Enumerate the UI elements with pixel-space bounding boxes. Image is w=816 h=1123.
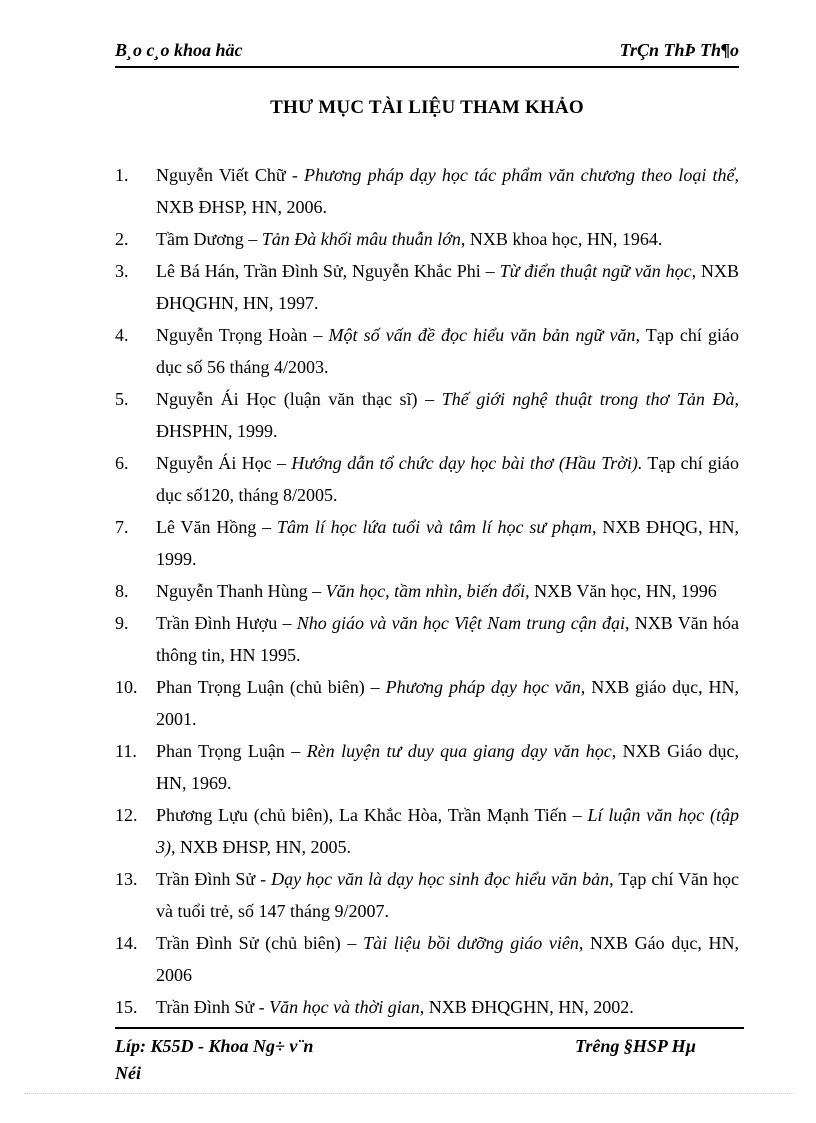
reference-title: Thế giới nghệ thuật trong thơ Tản Đà (441, 389, 735, 409)
footer-left (115, 1033, 313, 1087)
reference-details: Tạp chí giáo dục số120, tháng 8/2005. (156, 453, 739, 505)
reference-item (115, 447, 739, 511)
reference-number: 7. (115, 517, 129, 537)
reference-details: , NXB khoa học, HN, 1964. (460, 229, 663, 249)
reference-title: Một số vấn đề đọc hiểu văn bản ngữ văn (328, 325, 636, 345)
reference-details: , NXB ĐHQGHN, HN, 1997. (156, 261, 739, 313)
reference-details: , NXB ĐHQGHN, HN, 2002. (419, 997, 634, 1017)
reference-number: 2. (115, 229, 129, 249)
reference-title: Phương pháp dạy học tác phẩm văn chương theo loại thể, (304, 165, 739, 185)
header-right-text: TrÇn ThÞ Th¶o (619, 40, 739, 60)
reference-details: NXB ĐHSP, HN, 2005. (175, 837, 352, 857)
reference-authors: Trần Đình Sử (chủ biên) – (156, 933, 364, 953)
reference-number: 4. (115, 325, 129, 345)
reference-item (115, 735, 739, 799)
reference-number: 1. (115, 165, 129, 185)
header-left-text: B¸o c¸o khoa häc (115, 40, 243, 60)
reference-authors: Lê Văn Hồng – (156, 517, 277, 537)
reference-item (115, 927, 739, 991)
reference-title: Rèn luyện tư duy qua giang dạy văn học (306, 741, 612, 761)
reference-details: , NXB Văn học, HN, 1996 (525, 581, 717, 601)
reference-details: , NXB giáo dục, HN, 2001. (156, 677, 740, 729)
reference-item (115, 255, 739, 319)
reference-item (115, 607, 739, 671)
reference-details: , Tạp chí giáo dục số 56 tháng 4/2003. (156, 325, 739, 377)
reference-title: Phương pháp dạy học văn (385, 677, 581, 697)
reference-authors: Nguyễn Thanh Hùng – (156, 581, 326, 601)
reference-authors: Phan Trọng Luận – (156, 741, 307, 761)
footer-divider (115, 1027, 744, 1029)
reference-number: 12. (115, 805, 138, 825)
reference-title: Dạy học văn là dạy học sinh đọc hiểu văn bản (271, 869, 610, 889)
reference-item (115, 575, 739, 607)
reference-number: 15. (115, 997, 138, 1017)
reference-details: , Tạp chí Văn học và tuổi trẻ, số 147 tháng 9/2007. (156, 869, 740, 921)
reference-item (115, 991, 739, 1023)
reference-authors: Trần Đình Hượu – (156, 613, 297, 633)
reference-details: NXB ĐHSP, HN, 2006. (156, 197, 328, 217)
reference-authors: Trần Đình Sử - (156, 997, 270, 1017)
page-bottom-edge (24, 1093, 794, 1094)
reference-details: , NXB Văn hóa thông tin, HN 1995. (156, 613, 739, 665)
reference-authors: Nguyễn Ái Học – (156, 453, 292, 473)
page-title: THƯ MỤC TÀI LIỆU THAM KHẢO (270, 97, 584, 118)
reference-title: Hướng dẫn tổ chức dạy học bài thơ (Hầu Trời). (291, 453, 643, 473)
reference-number: 14. (115, 933, 138, 953)
reference-details: , NXB Gáo dục, HN, 2006 (156, 933, 739, 985)
reference-title: Văn học và thời gian (269, 997, 420, 1017)
reference-item (115, 159, 739, 223)
reference-details: , ĐHSPHN, 1999. (156, 389, 739, 441)
reference-number: 5. (115, 389, 129, 409)
reference-number: 11. (115, 741, 137, 761)
reference-title: Từ điển thuật ngữ văn học (499, 261, 692, 281)
reference-title: Tâm lí học lứa tuổi và tâm lí học sư phạm (277, 517, 592, 537)
reference-title: Nho giáo và văn học Việt Nam trung cận đại (296, 613, 625, 633)
reference-item (115, 511, 739, 575)
reference-authors: Phan Trọng Luận (chủ biên) – (156, 677, 386, 697)
reference-authors: Trần Đình Sử - (156, 869, 272, 889)
reference-item (115, 863, 739, 927)
reference-details: , NXB ĐHQG, HN, 1999. (156, 517, 740, 569)
footer-city-line: Néi (115, 1063, 141, 1083)
reference-details: , NXB Giáo dục, HN, 1969. (156, 741, 739, 793)
reference-number: 13. (115, 869, 138, 889)
reference-item (115, 383, 739, 447)
reference-title: Lí luận văn học (tập 3), (156, 805, 739, 857)
reference-title: Tản Đà khối mâu thuẫn lớn (261, 229, 461, 249)
reference-item (115, 319, 739, 383)
reference-title: Tài liệu bồi dưỡng giáo viên (363, 933, 579, 953)
reference-number: 3. (115, 261, 129, 281)
footer-class-line: Líp: K55D - Khoa Ng÷ v¨n (115, 1036, 314, 1056)
reference-item (115, 799, 739, 863)
reference-number: 10. (115, 677, 138, 697)
reference-number: 9. (115, 613, 129, 633)
reference-item (115, 671, 739, 735)
reference-list (115, 159, 739, 1023)
reference-number: 8. (115, 581, 129, 601)
reference-title: Văn học, tầm nhìn, biến đổi (325, 581, 526, 601)
reference-authors: Nguyễn Ái Học (luận văn thạc sĩ) – (156, 389, 442, 409)
footer-school: Trêng §HSP Hµ (575, 1036, 697, 1056)
reference-item (115, 223, 739, 255)
reference-authors: Tầm Dương – (156, 229, 262, 249)
reference-authors: Lê Bá Hán, Trần Đình Sử, Nguyễn Khắc Phi – (156, 261, 500, 281)
reference-authors: Nguyễn Viết Chữ - (156, 165, 305, 185)
reference-authors: Nguyễn Trọng Hoàn – (156, 325, 329, 345)
reference-number: 6. (115, 453, 129, 473)
page-header (115, 38, 739, 68)
reference-authors: Phương Lựu (chủ biên), La Khắc Hòa, Trần Mạnh Tiến – (156, 805, 588, 825)
